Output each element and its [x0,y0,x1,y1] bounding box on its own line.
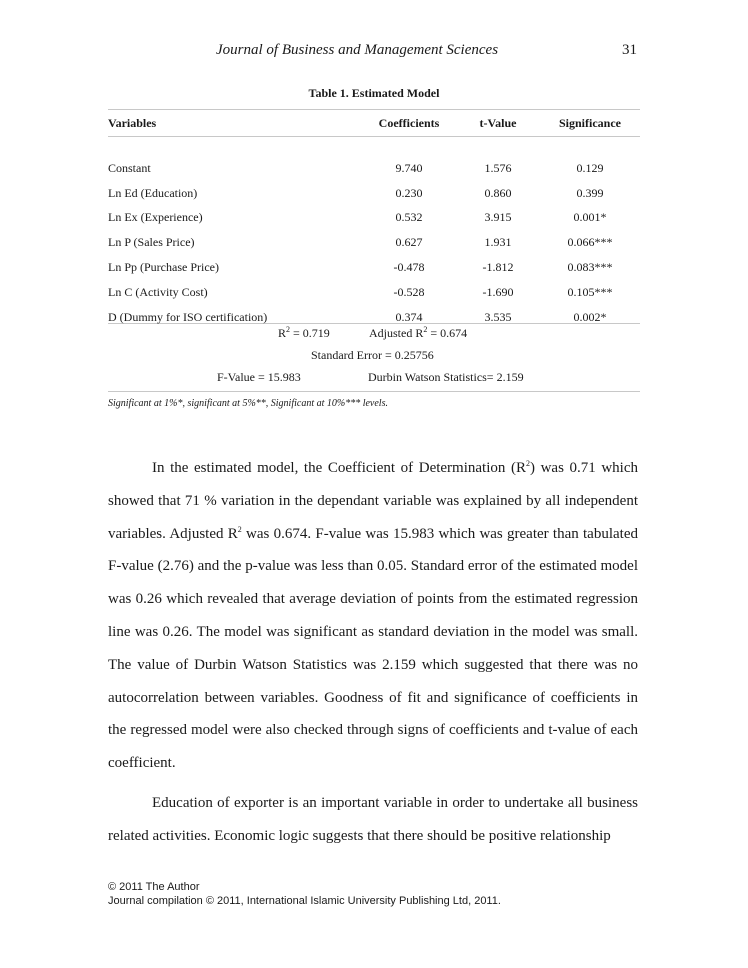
coefficient-cell: 0.532 [395,210,423,225]
significance-cell: 0.083*** [567,260,613,275]
table-row [108,181,640,206]
adjusted-r-squared: Adjusted $R^2 = 0.674$ [369,325,468,340]
t-value-cell: -1.812 [482,260,514,275]
column-header: Coefficients [378,115,440,130]
body-paragraph-1: In the estimated model, the Coefficient of Determination $(R^2)$ was 0.71 which showed that 71 % variation in the dependant variable was explained by all independent variables. Adjusted $R^2$ was 0.674. F-value was 15.983 which was greater than tabulated F-value (2.76) and the p-value was less than 0.05. Standard error of the estimated model was 0.26 which revealed that average deviation of points from the estimated regression line was 0.26. The model was significant as standard deviation in the model was small. The value of Durbin Watson Statistics was 2.159 which suggested that there was no autocorrelation between variables. Goodness of fit and significance of coefficients in the regressed model were also checked through signs of coefficients and t-value of each coefficient. [108,459,639,772]
coefficient-cell: 0.230 [395,185,423,200]
significance-cell: 0.002* [573,309,607,324]
significance-cell: 0.129 [576,160,604,175]
variable-cell: Ln Ex (Experience) [108,210,203,225]
column-header: t-Value [479,115,517,130]
significance-cell: 0.399 [576,185,604,200]
coefficient-cell: 9.740 [395,160,423,175]
table-row [108,255,640,280]
table-row [108,206,640,231]
table-caption: Table 1. Estimated Model [308,86,440,100]
variable-cell: D (Dummy for ISO certification) [108,309,268,324]
table-bottom-rule [108,391,640,392]
significance-cell: 0.001* [573,210,607,225]
t-value-cell: 1.576 [484,160,512,175]
t-value-cell: 3.535 [484,309,512,324]
page-number: 31 [622,42,637,58]
coefficient-cell: 0.374 [395,309,423,324]
copyright-line: © 2011 The Author [108,881,200,893]
t-value-cell: 0.860 [484,185,512,200]
variable-cell: Ln C (Activity Cost) [108,284,208,299]
t-value-cell: -1.690 [482,284,514,299]
variable-cell: Ln Pp (Purchase Price) [108,260,219,275]
table-row [108,134,640,181]
table-header-row [108,112,640,134]
durbin-watson: Durbin Watson Statistics= 2.159 [368,370,524,384]
f-value: F-Value = 15.983 [217,370,301,384]
t-value-cell: 3.915 [484,210,512,225]
estimated-model-table [108,112,640,330]
column-header: Variables [108,115,157,130]
journal-compilation-line: Journal compilation © 2011, International Islamic University Publishing Ltd, 2011. [108,895,501,907]
variable-cell: Ln Ed (Education) [108,185,198,200]
r-squared: $R^2 = 0.719$ [278,325,330,340]
column-header: Significance [559,115,621,130]
journal-title: Journal of Business and Management Sciences [216,42,499,58]
significance-cell: 0.066*** [567,235,613,250]
table-row [108,280,640,305]
table-row [108,230,640,255]
coefficient-cell: 0.627 [395,235,423,250]
coefficient-cell: -0.528 [393,284,425,299]
body-paragraph-2: Education of exporter is an important variable in order to undertake all business related activities. Economic logic suggests that there should be positive relationship [108,795,638,844]
variable-cell: Constant [108,160,151,175]
t-value-cell: 1.931 [484,235,512,250]
table-top-rule [108,109,640,110]
significance-cell: 0.105*** [567,284,613,299]
standard-error: Standard Error = 0.25756 [311,348,434,362]
variable-cell: Ln P (Sales Price) [108,235,195,250]
significance-note: Significant at 1%*, significant at 5%**, Significant at 10%*** levels. [108,398,388,409]
coefficient-cell: -0.478 [393,260,425,275]
